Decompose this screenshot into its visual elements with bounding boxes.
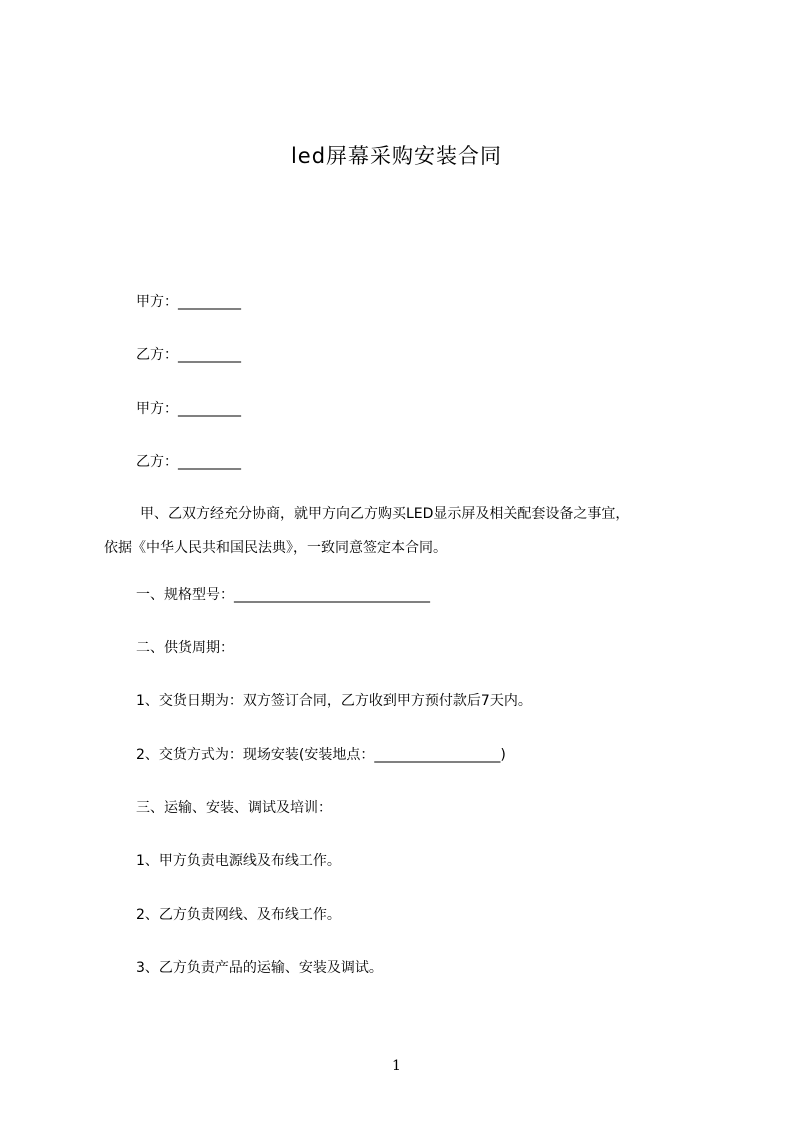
clause-delivery-date: 1、交货日期为：双方签订合同，乙方收到甲方预付款后7天内。 <box>136 693 532 709</box>
party-b-line: 乙方：_________ <box>136 454 241 470</box>
document-title: led屏幕采购安装合同 <box>290 144 503 168</box>
clause-network-wiring: 2、乙方负责网线、及布线工作。 <box>136 907 341 923</box>
clause-transport-debug: 3、乙方负责产品的运输、安装及调试。 <box>136 960 383 976</box>
party-a-line: 甲方：_________ <box>136 294 241 310</box>
intro-line-1: 甲、乙双方经充分协商，就甲方向乙方购买LED显示屏及相关配套设备之事宜， <box>140 506 630 522</box>
party-a-line: 甲方：_________ <box>136 401 241 417</box>
intro-line-2: 依据《中华人民共和国民法典》，一致同意签定本合同。 <box>104 540 447 556</box>
page-number: 1 <box>392 1058 401 1074</box>
section-spec-model: 一、规格型号：____________________________ <box>136 587 430 603</box>
clause-power-wiring: 1、甲方负责电源线及布线工作。 <box>136 853 341 869</box>
party-b-line: 乙方：_________ <box>136 347 241 363</box>
intro-paragraph <box>104 497 696 565</box>
section-supply-period: 二、供货周期： <box>136 640 234 656</box>
clause-delivery-method: 2、交货方式为：现场安装(安装地点：__________________) <box>136 747 506 763</box>
section-transport-install: 三、运输、安装、调试及培训： <box>136 800 332 816</box>
